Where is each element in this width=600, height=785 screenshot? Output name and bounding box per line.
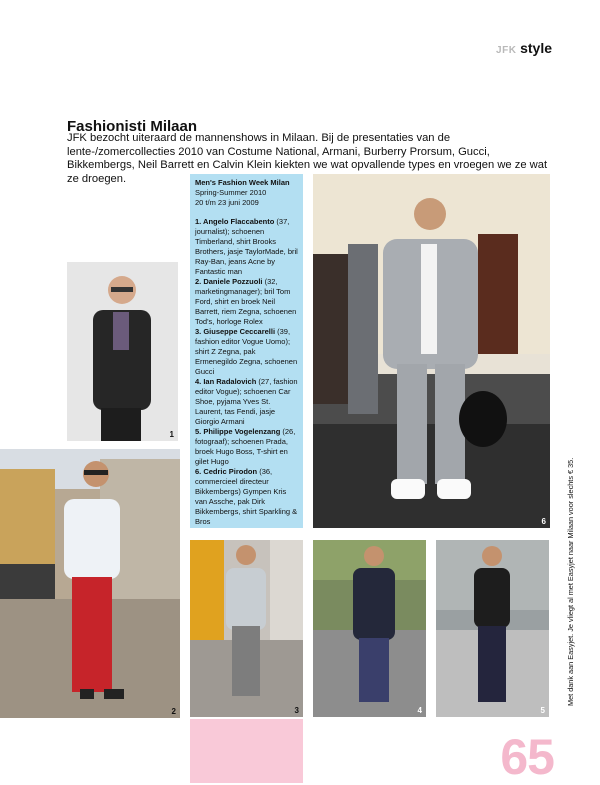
- photo-1: [67, 262, 178, 441]
- list-item: [195, 467, 298, 527]
- photo-2: [0, 449, 180, 718]
- section-label: style: [520, 40, 552, 56]
- list-item: [195, 327, 298, 377]
- article-intro: JFK bezocht uiteraard de mannenshows in Milaan. Bij de presentaties van de lente-/zomercollecties 2010 van Costume National, Armani, Burberry Prorsum, Gucci, Bikkembergs, Neil Barrett en Calvin Klein kiekten we wat opvallende types en vroegen we ze wat ze droegen.: [67, 132, 548, 185]
- entry-name: 1. Angelo Flaccabento: [195, 217, 275, 226]
- list-item: [195, 217, 298, 277]
- event-name: Men's Fashion Week Milan: [195, 178, 290, 187]
- photo-number: 4: [417, 706, 422, 715]
- entry-name: 6. Cedric Pirodon: [195, 467, 258, 476]
- entry-text: (26, fotograaf); schoenen Prada, broek Hugo Boss, T-shirt en gilet Hugo: [195, 427, 296, 466]
- entry-name: 4. Ian Radalovich: [195, 377, 257, 386]
- photo-number: 6: [541, 517, 546, 526]
- entry-name: 5. Philippe Vogelenzang: [195, 427, 281, 436]
- section-header: [496, 40, 552, 56]
- entry-text: (37, journalist); schoenen Timberland, shirt Brooks Brothers, jasje TaylorMade, bril Ray-Ban, jeans Acne by Fantastic man: [195, 217, 298, 276]
- photo-3: [190, 540, 303, 717]
- photo-number: 1: [169, 430, 174, 439]
- entry-text: (32, marketingmanager); bril Tom Ford, shirt en broek Neil Barrett, riem Zegna, schoenen Tod's, horloge Rolex: [195, 277, 297, 326]
- accent-block: [190, 719, 303, 783]
- photo-number: 3: [294, 706, 299, 715]
- page-number: 65: [500, 729, 554, 785]
- entry-text: (39, fashion editor Vogue Uomo); shirt Z Zegna, pak Ermenegildo Zegna, schoenen Gucci: [195, 327, 298, 376]
- photo-number: 2: [171, 707, 176, 716]
- list-item: [195, 427, 298, 467]
- event-season: Spring-Summer 2010: [195, 188, 267, 197]
- photo-number: 5: [540, 706, 545, 715]
- event-dates: 20 t/m 23 juni 2009: [195, 198, 259, 207]
- footer-note: Met dank aan Easyjet. Je vliegt al met Easyjet naar Milaan voor slechts € 35.: [566, 457, 575, 706]
- outfit-sidebar: [190, 174, 303, 528]
- entry-text: (27, fashion editor Vogue); schoenen Car Shoe, pyjama Yves St. Laurent, tas Fendi, jasje Giorgio Armani: [195, 377, 298, 426]
- brand-label: JFK: [496, 45, 517, 56]
- list-item: [195, 277, 298, 327]
- photo-4: [313, 540, 426, 717]
- entry-name: 2. Daniele Pozzuoli: [195, 277, 263, 286]
- entry-name: 3. Giuseppe Ceccarelli: [195, 327, 276, 336]
- photo-5: [436, 540, 549, 717]
- entry-text: (36, commercieel directeur Bikkembergs) Gympen Kris van Assche, pak Dirk Bikkembergs, shirt Sparkling & Bros: [195, 467, 298, 526]
- list-item: [195, 377, 298, 427]
- article-title: Fashionisti Milaan: [67, 118, 198, 135]
- photo-6: [313, 174, 550, 528]
